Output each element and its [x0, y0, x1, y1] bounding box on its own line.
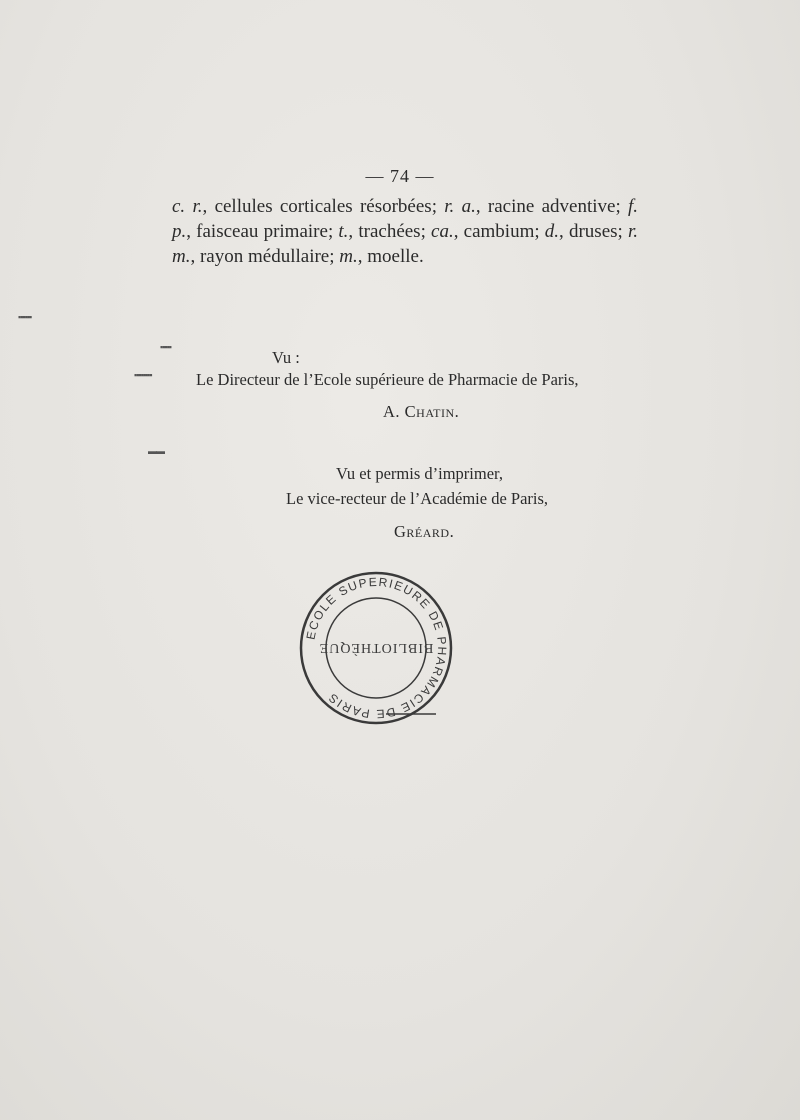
ink-specks: ▪▪▪▪▪	[160, 342, 171, 352]
legend-item: f. p., faisceau primaire;	[172, 196, 639, 242]
ink-specks: ▬▬	[148, 446, 164, 456]
legend-item: t., trachées;	[338, 221, 432, 242]
legend-desc: faisceau primaire	[196, 221, 328, 242]
legend-abbr: ca.	[431, 221, 454, 242]
stamp-inner-text: BIBLIOTHÈQUE	[318, 640, 434, 655]
figure-legend	[172, 194, 638, 269]
library-stamp	[296, 568, 456, 728]
ink-specks: ▪▪▪▪▪▪▪▪	[134, 370, 152, 380]
legend-item: c. r., cellules corticales résorbées;	[172, 196, 445, 217]
ink-specks: ▪▪▪▪▪▪	[18, 312, 32, 322]
legend-desc: moelle	[367, 246, 419, 267]
legend-abbr: m.	[339, 246, 358, 267]
rector-signature: Gréard.	[394, 522, 455, 541]
page-number: — 74 —	[365, 166, 435, 186]
legend-item: m., moelle.	[339, 246, 424, 267]
rector-title: Le vice-recteur de l’Académie de Paris,	[286, 489, 549, 508]
legend-abbr: t.	[338, 221, 349, 242]
legend-item: ca., cambium;	[431, 221, 545, 242]
stamp-outer-text: ECOLE SUPERIEURE DE PHARMACIE DE PARIS	[303, 574, 450, 722]
legend-abbr: c. r.	[172, 196, 203, 217]
legend-desc: druses	[568, 221, 618, 242]
legend-item: r. a., racine adventive;	[444, 196, 628, 217]
legend-desc: cellules corticales résorbées	[214, 196, 432, 217]
legend-abbr: r. m.	[172, 221, 639, 267]
legend-abbr: d.	[544, 221, 560, 242]
legend-desc: racine adventive	[487, 196, 616, 217]
legend-item: r. m., rayon médullaire;	[172, 221, 639, 267]
vu-label: Vu :	[272, 348, 300, 367]
director-signature: A. Chatin.	[383, 402, 460, 421]
permission-text: Vu et permis d’imprimer,	[336, 464, 503, 483]
legend-item: d., druses;	[544, 221, 628, 242]
legend-abbr: r. a.	[444, 196, 476, 217]
legend-desc: rayon médullaire	[199, 246, 330, 267]
director-title: Le Directeur de l’Ecole supérieure de Pharmacie de Paris,	[196, 370, 579, 389]
legend-abbr: f. p.	[172, 196, 639, 242]
legend-desc: trachées	[358, 221, 421, 242]
legend-desc: cambium	[463, 221, 535, 242]
